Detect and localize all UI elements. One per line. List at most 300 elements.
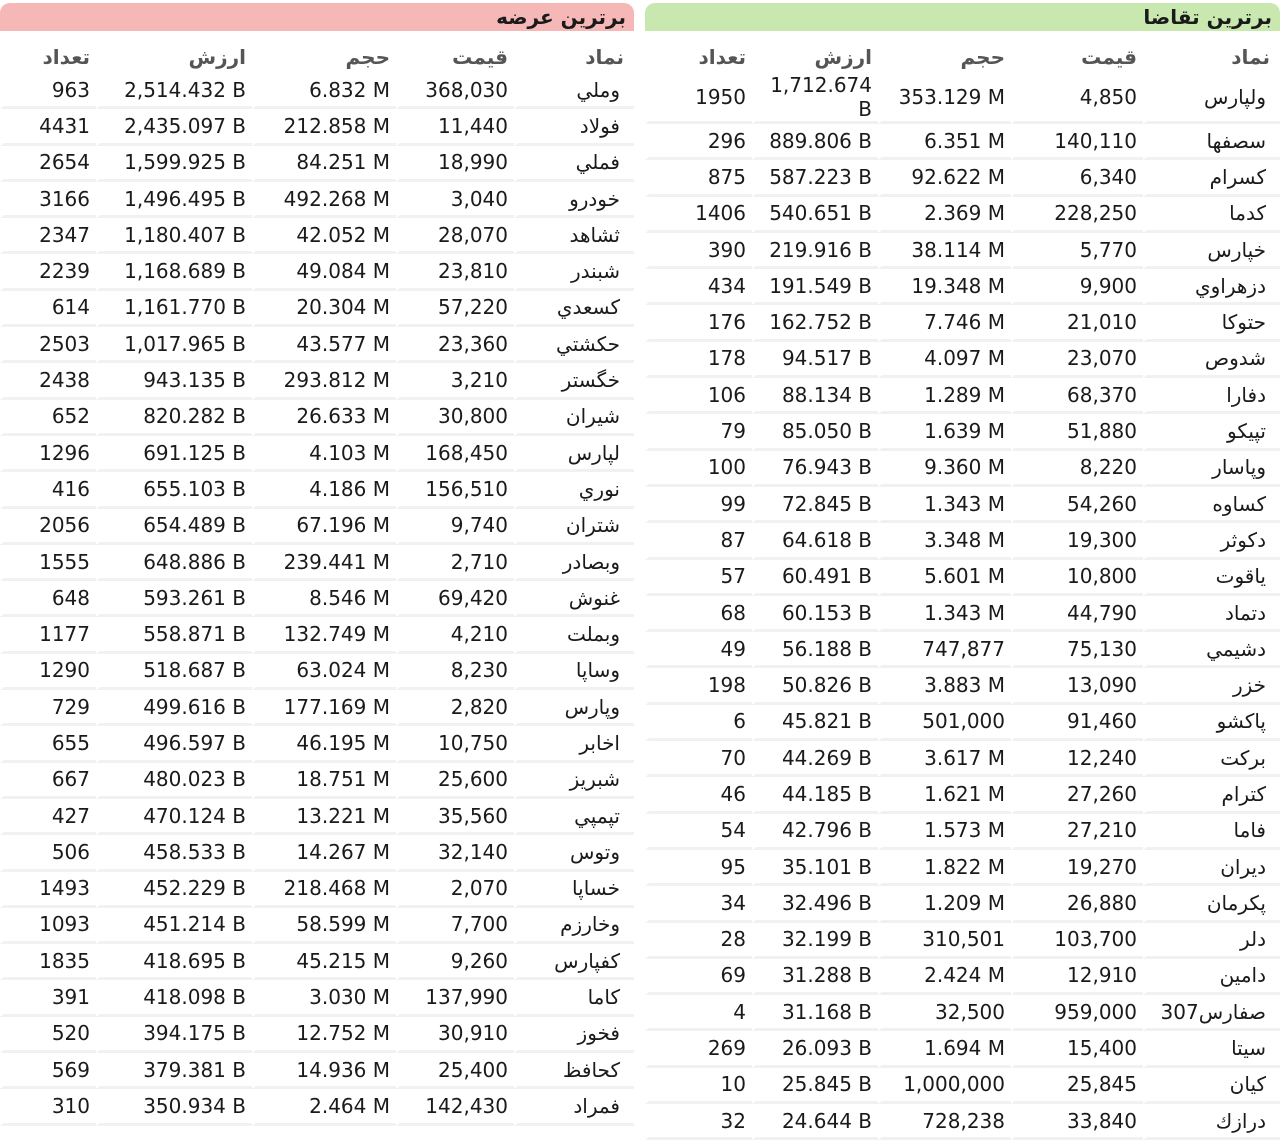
cell-price: 19,300 [1011, 523, 1143, 559]
cell-count: 963 [0, 73, 96, 109]
table-row[interactable] [645, 523, 1280, 559]
table-row[interactable] [0, 980, 634, 1016]
cell-price: 368,030 [396, 73, 514, 109]
table-row[interactable] [0, 363, 634, 399]
cell-value: 458.533 B [96, 835, 252, 871]
cell-price: 35,560 [396, 799, 514, 835]
col-header-count[interactable]: تعداد [42, 44, 90, 69]
cell-symbol[interactable]: خزر [1143, 668, 1280, 704]
table-row[interactable] [645, 305, 1280, 341]
cell-count: 99 [645, 487, 752, 523]
cell-symbol[interactable]: وخارزم [514, 908, 634, 944]
table-row[interactable] [645, 233, 1280, 269]
cell-volume: 92.622 M [878, 160, 1011, 196]
cell-price: 13,090 [1011, 668, 1143, 704]
cell-value: 72.845 B [752, 487, 878, 523]
cell-volume: 7.746 M [878, 305, 1011, 341]
table-row[interactable] [645, 414, 1280, 450]
cell-volume: 67.196 M [252, 509, 396, 545]
cell-value: 26.093 B [752, 1031, 878, 1067]
table-row[interactable] [0, 472, 634, 508]
cell-price: 25,400 [396, 1053, 514, 1089]
cell-symbol[interactable]: وتوس [514, 835, 634, 871]
cell-symbol[interactable]: كسرام [1143, 160, 1280, 196]
table-row[interactable] [645, 451, 1280, 487]
demand-title: برترین تقاضا [645, 3, 1280, 31]
cell-symbol[interactable]: دامين [1143, 959, 1280, 995]
table-row[interactable] [645, 850, 1280, 886]
cell-price: 23,070 [1011, 342, 1143, 378]
col-header-count[interactable]: تعداد [698, 44, 746, 69]
table-row[interactable] [645, 1104, 1280, 1140]
cell-symbol[interactable]: وبصادر [514, 545, 634, 581]
cell-symbol[interactable]: وساپا [514, 654, 634, 690]
cell-volume: 2.464 M [252, 1089, 396, 1125]
cell-value: 654.489 B [96, 509, 252, 545]
cell-price: 4,850 [1011, 73, 1143, 124]
cell-price: 10,750 [396, 726, 514, 762]
cell-volume: 3.348 M [878, 523, 1011, 559]
cell-volume: 501,000 [878, 705, 1011, 741]
cell-symbol[interactable]: تپيكو [1143, 414, 1280, 450]
table-row[interactable] [645, 886, 1280, 922]
cell-symbol[interactable]: صفارس307 [1143, 995, 1280, 1031]
table-row[interactable] [645, 73, 1280, 124]
cell-symbol[interactable]: دتماد [1143, 596, 1280, 632]
cell-volume: 1,000,000 [878, 1068, 1011, 1104]
cell-volume: 728,238 [878, 1104, 1011, 1140]
cell-count: 729 [0, 690, 96, 726]
cell-volume: 1.639 M [878, 414, 1011, 450]
cell-price: 9,900 [1011, 269, 1143, 305]
cell-symbol[interactable]: دزهراوي [1143, 269, 1280, 305]
table-row[interactable] [645, 923, 1280, 959]
cell-value: 558.871 B [96, 617, 252, 653]
table-row[interactable] [0, 581, 634, 617]
cell-volume: 46.195 M [252, 726, 396, 762]
table-row[interactable] [0, 291, 634, 327]
cell-price: 5,770 [1011, 233, 1143, 269]
table-row[interactable] [645, 705, 1280, 741]
col-header-volume[interactable]: حجم [345, 44, 390, 69]
table-row[interactable] [0, 1017, 634, 1053]
cell-price: 23,360 [396, 327, 514, 363]
cell-symbol[interactable]: تپمپي [514, 799, 634, 835]
cell-volume: 19.348 M [878, 269, 1011, 305]
cell-symbol[interactable]: كترام [1143, 777, 1280, 813]
cell-volume: 218.468 M [252, 872, 396, 908]
cell-count: 68 [645, 596, 752, 632]
table-row[interactable] [0, 509, 634, 545]
table-row[interactable] [645, 995, 1280, 1031]
cell-symbol[interactable]: شيران [514, 400, 634, 436]
table-row[interactable] [0, 545, 634, 581]
cell-value: 480.023 B [96, 763, 252, 799]
table-row[interactable] [0, 218, 634, 254]
table-row[interactable] [0, 182, 634, 218]
table-row[interactable] [0, 109, 634, 145]
cell-volume: 6.832 M [252, 73, 396, 109]
cell-value: 85.050 B [752, 414, 878, 450]
cell-count: 178 [645, 342, 752, 378]
cell-value: 691.125 B [96, 436, 252, 472]
cell-symbol[interactable]: پكرمان [1143, 886, 1280, 922]
cell-volume: 9.360 M [878, 451, 1011, 487]
cell-symbol[interactable]: خپارس [1143, 233, 1280, 269]
cell-count: 49 [645, 632, 752, 668]
cell-symbol[interactable]: خساپا [514, 872, 634, 908]
cell-symbol[interactable]: غنوش [514, 581, 634, 617]
table-row[interactable] [0, 1089, 634, 1125]
cell-count: 100 [645, 451, 752, 487]
cell-volume: 3.030 M [252, 980, 396, 1016]
cell-price: 28,070 [396, 218, 514, 254]
cell-value: 379.381 B [96, 1053, 252, 1089]
cell-value: 540.651 B [752, 197, 878, 233]
cell-value: 32.496 B [752, 886, 878, 922]
cell-price: 2,820 [396, 690, 514, 726]
cell-value: 1,161.770 B [96, 291, 252, 327]
cell-count: 614 [0, 291, 96, 327]
table-row[interactable] [645, 487, 1280, 523]
cell-symbol[interactable]: شبندر [514, 254, 634, 290]
cell-count: 54 [645, 814, 752, 850]
cell-count: 667 [0, 763, 96, 799]
cell-symbol[interactable]: كساوه [1143, 487, 1280, 523]
cell-symbol[interactable]: ديران [1143, 850, 1280, 886]
cell-price: 11,440 [396, 109, 514, 145]
cell-symbol[interactable]: فمراد [514, 1089, 634, 1125]
cell-symbol[interactable]: وپاسار [1143, 451, 1280, 487]
cell-price: 91,460 [1011, 705, 1143, 741]
cell-price: 44,790 [1011, 596, 1143, 632]
cell-volume: 84.251 M [252, 146, 396, 182]
table-row[interactable] [0, 146, 634, 182]
cell-value: 60.491 B [752, 560, 878, 596]
table-row[interactable] [0, 436, 634, 472]
cell-volume: 12.752 M [252, 1017, 396, 1053]
cell-count: 32 [645, 1104, 752, 1140]
table-row[interactable] [0, 799, 634, 835]
cell-count: 6 [645, 705, 752, 741]
cell-symbol[interactable]: كدما [1143, 197, 1280, 233]
cell-volume: 2.424 M [878, 959, 1011, 995]
cell-count: 434 [645, 269, 752, 305]
cell-count: 506 [0, 835, 96, 871]
cell-count: 198 [645, 668, 752, 704]
cell-symbol[interactable]: دشيمي [1143, 632, 1280, 668]
table-row[interactable] [0, 726, 634, 762]
cell-count: 57 [645, 560, 752, 596]
cell-count: 1493 [0, 872, 96, 908]
table-row[interactable] [0, 908, 634, 944]
table-row[interactable] [645, 197, 1280, 233]
cell-symbol[interactable]: وملي [514, 73, 634, 109]
cell-price: 8,230 [396, 654, 514, 690]
cell-volume: 1.343 M [878, 487, 1011, 523]
cell-volume: 13.221 M [252, 799, 396, 835]
cell-price: 51,880 [1011, 414, 1143, 450]
col-header-price[interactable]: قیمت [1081, 44, 1137, 69]
cell-volume: 14.936 M [252, 1053, 396, 1089]
cell-count: 569 [0, 1053, 96, 1089]
cell-count: 416 [0, 472, 96, 508]
cell-value: 394.175 B [96, 1017, 252, 1053]
cell-symbol[interactable]: فخوز [514, 1017, 634, 1053]
cell-symbol[interactable]: دلر [1143, 923, 1280, 959]
cell-price: 30,910 [396, 1017, 514, 1053]
table-row[interactable] [645, 668, 1280, 704]
cell-volume: 63.024 M [252, 654, 396, 690]
cell-symbol[interactable]: اخابر [514, 726, 634, 762]
cell-value: 1,712.674 B [752, 73, 878, 124]
cell-price: 3,040 [396, 182, 514, 218]
cell-symbol[interactable]: فولاد [514, 109, 634, 145]
cell-price: 7,700 [396, 908, 514, 944]
cell-count: 46 [645, 777, 752, 813]
cell-symbol[interactable]: دفارا [1143, 378, 1280, 414]
table-row[interactable] [0, 654, 634, 690]
cell-count: 427 [0, 799, 96, 835]
cell-count: 28 [645, 923, 752, 959]
cell-count: 1290 [0, 654, 96, 690]
cell-symbol[interactable]: نوري [514, 472, 634, 508]
table-row[interactable] [645, 596, 1280, 632]
cell-count: 4 [645, 995, 752, 1031]
col-header-symbol[interactable]: نماد [1231, 44, 1270, 69]
table-row[interactable] [645, 342, 1280, 378]
cell-value: 25.845 B [752, 1068, 878, 1104]
cell-count: 87 [645, 523, 752, 559]
cell-symbol[interactable]: كاما [514, 980, 634, 1016]
table-row[interactable] [0, 254, 634, 290]
cell-count: 875 [645, 160, 752, 196]
cell-value: 451.214 B [96, 908, 252, 944]
cell-symbol[interactable]: شبريز [514, 763, 634, 799]
cell-volume: 38.114 M [878, 233, 1011, 269]
cell-volume: 747,877 [878, 632, 1011, 668]
cell-price: 26,880 [1011, 886, 1143, 922]
col-header-value[interactable]: ارزش [814, 44, 872, 69]
cell-symbol[interactable]: كسعدي [514, 291, 634, 327]
cell-price: 75,130 [1011, 632, 1143, 668]
cell-symbol[interactable]: حتوكا [1143, 305, 1280, 341]
cell-symbol[interactable]: فملي [514, 146, 634, 182]
cell-symbol[interactable]: فاما [1143, 814, 1280, 850]
cell-price: 69,420 [396, 581, 514, 617]
cell-volume: 177.169 M [252, 690, 396, 726]
cell-volume: 26.633 M [252, 400, 396, 436]
cell-value: 452.229 B [96, 872, 252, 908]
panel-separator [636, 0, 643, 1043]
table-row[interactable] [645, 269, 1280, 305]
cell-symbol[interactable]: ثشاهد [514, 218, 634, 254]
table-row[interactable] [0, 690, 634, 726]
cell-value: 518.687 B [96, 654, 252, 690]
cell-symbol[interactable]: شتران [514, 509, 634, 545]
cell-price: 156,510 [396, 472, 514, 508]
cell-symbol[interactable]: بركت [1143, 741, 1280, 777]
cell-value: 219.916 B [752, 233, 878, 269]
cell-count: 1835 [0, 944, 96, 980]
table-row[interactable] [0, 327, 634, 363]
cell-count: 176 [645, 305, 752, 341]
cell-value: 655.103 B [96, 472, 252, 508]
cell-price: 54,260 [1011, 487, 1143, 523]
cell-count: 296 [645, 124, 752, 160]
table-row[interactable] [645, 160, 1280, 196]
cell-count: 391 [0, 980, 96, 1016]
cell-value: 1,180.407 B [96, 218, 252, 254]
demand-table [645, 40, 1280, 1140]
cell-volume: 49.084 M [252, 254, 396, 290]
cell-volume: 1.822 M [878, 850, 1011, 886]
cell-symbol[interactable]: وبملت [514, 617, 634, 653]
cell-value: 32.199 B [752, 923, 878, 959]
cell-price: 6,340 [1011, 160, 1143, 196]
cell-symbol[interactable]: حكشتي [514, 327, 634, 363]
cell-symbol[interactable]: خودرو [514, 182, 634, 218]
cell-volume: 293.812 M [252, 363, 396, 399]
cell-volume: 58.599 M [252, 908, 396, 944]
cell-value: 88.134 B [752, 378, 878, 414]
cell-count: 2654 [0, 146, 96, 182]
cell-price: 27,260 [1011, 777, 1143, 813]
cell-count: 2503 [0, 327, 96, 363]
cell-price: 18,990 [396, 146, 514, 182]
cell-price: 103,700 [1011, 923, 1143, 959]
cell-price: 4,210 [396, 617, 514, 653]
cell-price: 140,110 [1011, 124, 1143, 160]
cell-count: 520 [0, 1017, 96, 1053]
table-row[interactable] [0, 1053, 634, 1089]
cell-symbol[interactable]: پاكشو [1143, 705, 1280, 741]
cell-value: 162.752 B [752, 305, 878, 341]
table-row[interactable] [645, 560, 1280, 596]
cell-symbol[interactable]: لپارس [514, 436, 634, 472]
cell-value: 1,017.965 B [96, 327, 252, 363]
cell-value: 50.826 B [752, 668, 878, 704]
cell-volume: 3.617 M [878, 741, 1011, 777]
cell-symbol[interactable]: كيان [1143, 1068, 1280, 1104]
cell-value: 44.185 B [752, 777, 878, 813]
cell-count: 655 [0, 726, 96, 762]
cell-value: 76.943 B [752, 451, 878, 487]
table-row[interactable] [645, 124, 1280, 160]
cell-count: 10 [645, 1068, 752, 1104]
cell-value: 1,168.689 B [96, 254, 252, 290]
cell-price: 21,010 [1011, 305, 1143, 341]
cell-value: 191.549 B [752, 269, 878, 305]
table-row[interactable] [645, 777, 1280, 813]
cell-price: 68,370 [1011, 378, 1143, 414]
cell-count: 3166 [0, 182, 96, 218]
cell-value: 418.098 B [96, 980, 252, 1016]
table-row[interactable] [645, 741, 1280, 777]
col-header-symbol[interactable]: نماد [585, 44, 624, 69]
cell-price: 25,600 [396, 763, 514, 799]
cell-symbol[interactable]: كحافظ [514, 1053, 634, 1089]
cell-count: 4431 [0, 109, 96, 145]
table-row[interactable] [0, 944, 634, 980]
cell-value: 470.124 B [96, 799, 252, 835]
cell-volume: 3.883 M [878, 668, 1011, 704]
cell-volume: 14.267 M [252, 835, 396, 871]
table-row[interactable] [645, 378, 1280, 414]
table-row[interactable] [0, 763, 634, 799]
cell-count: 106 [645, 378, 752, 414]
cell-symbol[interactable]: خگستر [514, 363, 634, 399]
cell-price: 33,840 [1011, 1104, 1143, 1140]
table-row[interactable] [0, 872, 634, 908]
cell-count: 1555 [0, 545, 96, 581]
cell-symbol[interactable]: ياقوت [1143, 560, 1280, 596]
cell-price: 9,740 [396, 509, 514, 545]
cell-price: 12,240 [1011, 741, 1143, 777]
col-header-value[interactable]: ارزش [188, 44, 246, 69]
cell-count: 1093 [0, 908, 96, 944]
col-header-price[interactable]: قیمت [452, 44, 508, 69]
cell-volume: 45.215 M [252, 944, 396, 980]
cell-price: 19,270 [1011, 850, 1143, 886]
cell-price: 32,140 [396, 835, 514, 871]
cell-count: 79 [645, 414, 752, 450]
table-row[interactable] [645, 814, 1280, 850]
cell-value: 45.821 B [752, 705, 878, 741]
cell-symbol[interactable]: درازك [1143, 1104, 1280, 1140]
cell-symbol[interactable]: سصفها [1143, 124, 1280, 160]
cell-volume: 2.369 M [878, 197, 1011, 233]
cell-value: 44.269 B [752, 741, 878, 777]
cell-symbol[interactable]: ولپارس [1143, 73, 1280, 124]
cell-count: 269 [645, 1031, 752, 1067]
cell-volume: 1.694 M [878, 1031, 1011, 1067]
cell-symbol[interactable]: وپارس [514, 690, 634, 726]
cell-symbol[interactable]: دكوثر [1143, 523, 1280, 559]
cell-count: 1177 [0, 617, 96, 653]
cell-value: 24.644 B [752, 1104, 878, 1140]
cell-symbol[interactable]: شدوص [1143, 342, 1280, 378]
table-row[interactable] [645, 959, 1280, 995]
table-row[interactable] [0, 400, 634, 436]
col-header-volume[interactable]: حجم [960, 44, 1005, 69]
table-row[interactable] [645, 632, 1280, 668]
cell-count: 2347 [0, 218, 96, 254]
table-row[interactable] [645, 1068, 1280, 1104]
cell-value: 2,514.432 B [96, 73, 252, 109]
cell-price: 57,220 [396, 291, 514, 327]
table-row[interactable] [0, 835, 634, 871]
cell-volume: 212.858 M [252, 109, 396, 145]
cell-count: 390 [645, 233, 752, 269]
cell-value: 499.616 B [96, 690, 252, 726]
table-row[interactable] [0, 73, 634, 109]
table-row[interactable] [645, 1031, 1280, 1067]
table-row[interactable] [0, 617, 634, 653]
cell-count: 1406 [645, 197, 752, 233]
cell-price: 12,910 [1011, 959, 1143, 995]
cell-symbol[interactable]: سيتا [1143, 1031, 1280, 1067]
cell-symbol[interactable]: كفپارس [514, 944, 634, 980]
cell-volume: 310,501 [878, 923, 1011, 959]
cell-value: 2,435.097 B [96, 109, 252, 145]
cell-volume: 132.749 M [252, 617, 396, 653]
cell-value: 31.168 B [752, 995, 878, 1031]
cell-price: 228,250 [1011, 197, 1143, 233]
cell-value: 587.223 B [752, 160, 878, 196]
cell-value: 496.597 B [96, 726, 252, 762]
cell-price: 27,210 [1011, 814, 1143, 850]
